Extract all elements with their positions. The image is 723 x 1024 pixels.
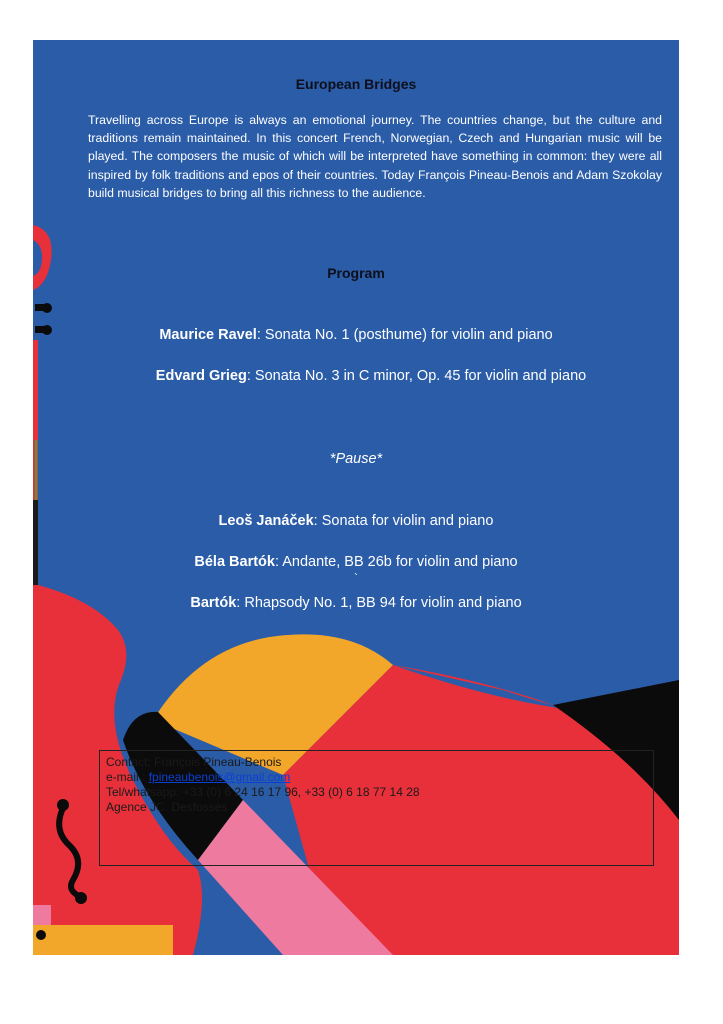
contact-name: Contact: François Pineau-Benois bbox=[106, 755, 282, 769]
program-item bbox=[33, 593, 679, 613]
email-row bbox=[106, 770, 420, 785]
program-item bbox=[33, 552, 679, 572]
contact-info bbox=[106, 755, 420, 815]
program-item bbox=[33, 511, 679, 531]
composer-name: Bartók bbox=[190, 595, 237, 611]
contact-box bbox=[99, 750, 654, 866]
violin-f-hole-dot bbox=[75, 892, 87, 904]
violin-peg bbox=[36, 930, 46, 940]
email-link[interactable]: fpineaubenois@gmail.com bbox=[148, 770, 291, 784]
phone-row: Tel/whatsapp: +33 (0) 6 24 16 17 96, +33 (0) 6 18 77 14 28 bbox=[106, 785, 420, 799]
concert-title: European Bridges bbox=[295, 76, 417, 92]
work-title: : Andante, BB 26b for violin and piano bbox=[274, 554, 518, 570]
work-title: : Sonata No. 1 (posthume) for violin and piano bbox=[256, 327, 553, 343]
composer-name: Edvard Grieg bbox=[155, 368, 247, 384]
work-title: : Sonata No. 3 in C minor, Op. 45 for violin and piano bbox=[246, 368, 587, 384]
composer-name: Leoš Janáček bbox=[218, 513, 314, 529]
pink-strip bbox=[33, 905, 51, 925]
program-item bbox=[153, 366, 589, 386]
poster bbox=[33, 40, 679, 955]
work-title: : Rhapsody No. 1, BB 94 for violin and piano bbox=[236, 595, 522, 611]
composer-name: Maurice Ravel bbox=[159, 327, 257, 343]
violin-peg bbox=[35, 304, 47, 311]
orange-strip bbox=[33, 925, 173, 955]
agency-row: Agence JC. Desfossés bbox=[106, 800, 228, 814]
composer-name: Béla Bartók bbox=[194, 554, 275, 570]
stray-mark: ` bbox=[354, 571, 358, 585]
violin-f-hole-dot bbox=[57, 799, 69, 811]
email-label: e-mail : bbox=[106, 770, 149, 784]
program-heading: Program bbox=[327, 265, 385, 281]
work-title: : Sonata for violin and piano bbox=[313, 513, 494, 529]
pause-label: *Pause* bbox=[329, 451, 383, 467]
intro-paragraph: Travelling across Europe is always an emotional journey. The countries change, but the culture and traditions remain maintained. In this concert French, Norwegian, Czech and Hungarian music will be played. The composers the music of which will be interpreted have something in common: they were all inspired by folk traditions and epos of their countries. Today François Pineau-Benois and Adam Szokolay build musical bridges to bring all this richness to the audience. bbox=[88, 113, 662, 200]
program-item bbox=[33, 325, 679, 345]
